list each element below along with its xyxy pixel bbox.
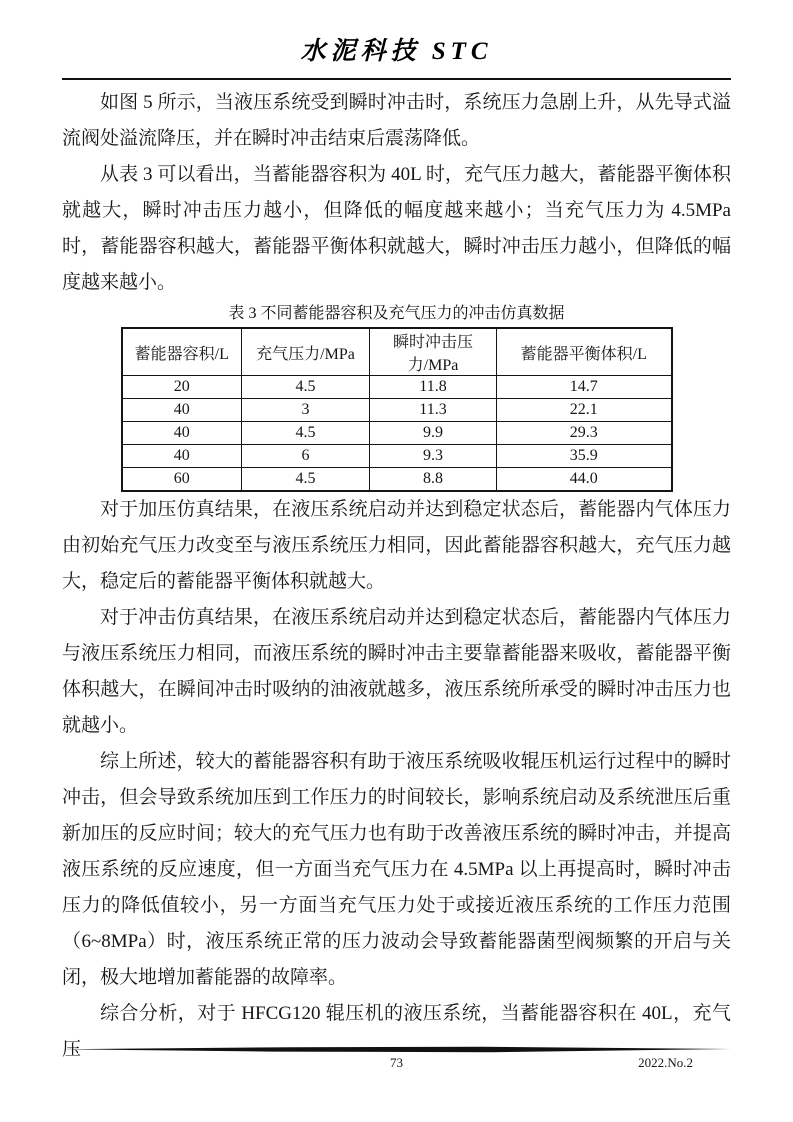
body-text [62, 85, 731, 1068]
table-cell: 44.0 [497, 468, 672, 491]
table-cell: 40 [122, 445, 242, 468]
column-header-charge-pressure: 充气压力/MPa [242, 328, 370, 376]
paragraph-table-discussion: 从表 3 可以看出，当蓄能器容积为 40L 时，充气压力越大，蓄能器平衡体积就越大，瞬时冲击压力越小，但降低的幅度越来越小；当充气压力为 4.5MPa 时，蓄能器容积越大，蓄能器平衡体积就越大，瞬时冲击压力越小，但降低的幅度越来越小。 [62, 164, 731, 293]
page-number: 73 [390, 1055, 403, 1070]
paragraph-impact-result: 对于冲击仿真结果，在液压系统启动并达到稳定状态后，蓄能器内气体压力与液压系统压力相同，而液压系统的瞬时冲击主要靠蓄能器来吸收，蓄能器平衡体积越大，在瞬间冲击时吸纳的油液就越多，液压系统所承受的瞬时冲击压力也就越小。 [62, 606, 731, 736]
table-cell: 14.7 [497, 376, 672, 399]
column-header-accumulator-volume: 蓄能器容积/L [122, 328, 242, 376]
table-cell: 40 [122, 399, 242, 422]
table-cell: 8.8 [370, 468, 497, 491]
issue-label: 2022.No.2 [638, 1055, 693, 1070]
footer-rule [62, 1046, 731, 1053]
table-caption: 表 3 不同蓄能器容积及充气压力的冲击仿真数据 [228, 305, 565, 322]
table-row [122, 376, 672, 399]
table-cell: 11.8 [370, 376, 497, 399]
table-row [122, 445, 672, 468]
paragraph-intro: 如图 5 所示，当液压系统受到瞬时冲击时，系统压力急剧上升，从先导式溢流阀处溢流降压，并在瞬时冲击结束后震荡降低。 [62, 92, 731, 149]
table-cell: 9.9 [370, 422, 497, 445]
table-cell: 35.9 [497, 445, 672, 468]
page-footer [62, 1046, 731, 1073]
table-cell: 40 [122, 422, 242, 445]
table-row [122, 422, 672, 445]
table-cell: 20 [122, 376, 242, 399]
simulation-data-table [121, 327, 673, 492]
footer-meta [62, 1055, 731, 1073]
table-cell: 4.5 [242, 376, 370, 399]
journal-title: 水泥科技 STC [300, 38, 493, 65]
table-row [122, 468, 672, 491]
table-header-row [122, 328, 672, 376]
table-cell: 6 [242, 445, 370, 468]
table-cell: 11.3 [370, 399, 497, 422]
table-cell: 4.5 [242, 468, 370, 491]
column-header-impact-pressure: 瞬时冲击压力/MPa [370, 328, 497, 376]
header-rule [62, 78, 731, 80]
table-cell: 29.3 [497, 422, 672, 445]
paragraph-pressurization-result: 对于加压仿真结果，在液压系统启动并达到稳定状态后，蓄能器内气体压力由初始充气压力改变至与液压系统压力相同，因此蓄能器容积越大，充气压力越大，稳定后的蓄能器平衡体积就越大。 [62, 498, 731, 592]
table-cell: 60 [122, 468, 242, 491]
paragraph-conclusion: 综合分析，对于 HFCG120 辊压机的液压系统，当蓄能器容积在 40L，充气压 [62, 1002, 731, 1060]
table-cell: 3 [242, 399, 370, 422]
table-row [122, 399, 672, 422]
table-cell: 4.5 [242, 422, 370, 445]
column-header-balance-volume: 蓄能器平衡体积/L [497, 328, 672, 376]
paragraph-summary: 综上所述，较大的蓄能器容积有助于液压系统吸收辊压机运行过程中的瞬时冲击，但会导致系统加压到工作压力的时间较长，影响系统启动及系统泄压后重新加压的反应时间；较大的充气压力也有助于改善液压系统的瞬时冲击，并提高液压系统的反应速度，但一方面当充气压力在 4.5MPa 以上再提高时，瞬时冲击压力的降低值较小，另一方面当充气压力处于或接近液压系统的工作压力范围（6~8MPa）时，液压系统正常的压力波动会导致蓄能器菌型阀频繁的开启与关闭，极大地增加蓄能器的故障率。 [62, 750, 731, 988]
table-cell: 9.3 [370, 445, 497, 468]
table-cell: 22.1 [497, 399, 672, 422]
